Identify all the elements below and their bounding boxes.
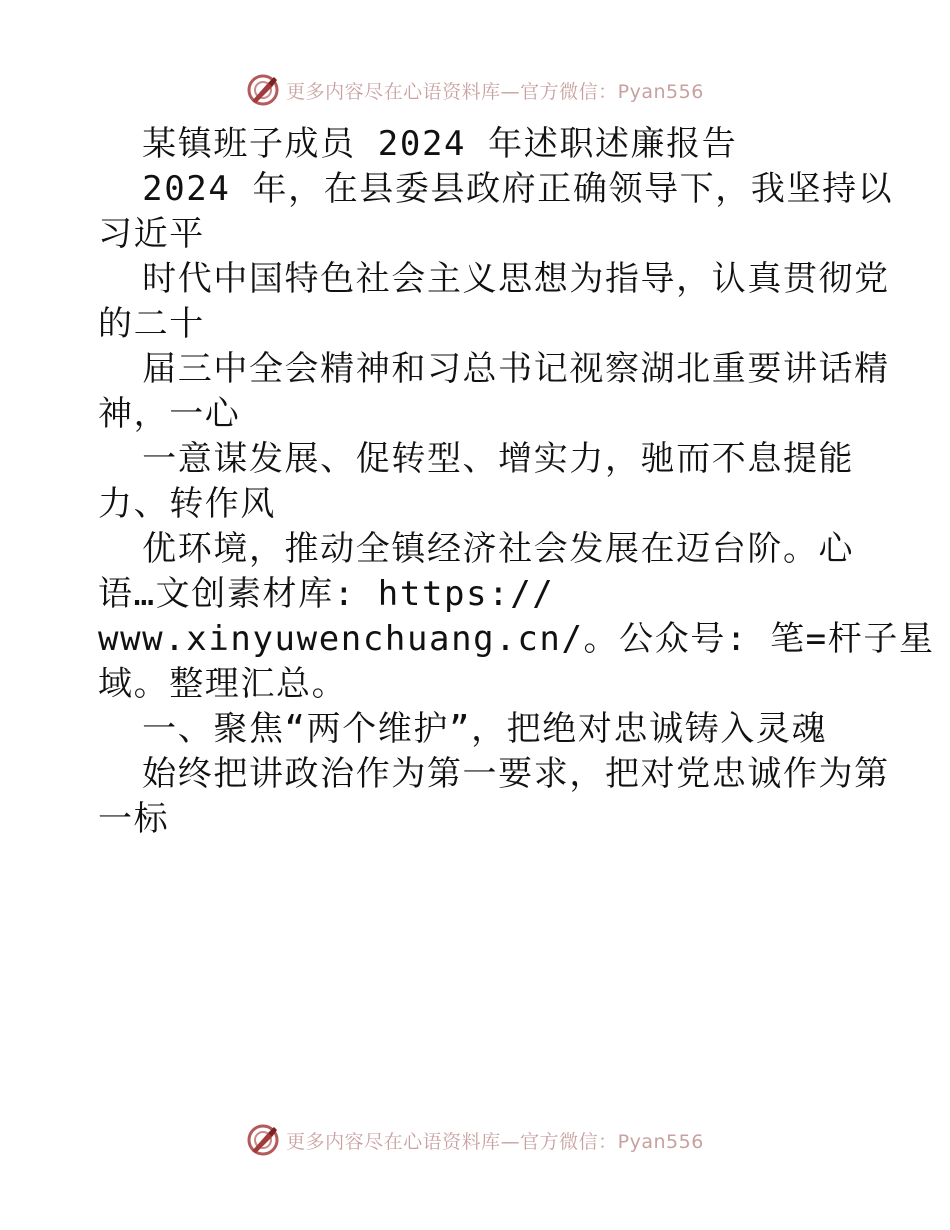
text-line: 2024 年，在县委县政府正确领导下，我坚持以 xyxy=(98,169,894,209)
text-line: 届三中全会精神和习总书记视察湖北重要讲话精 xyxy=(98,349,890,389)
footer-watermark-banner xyxy=(0,1120,950,1160)
pen-logo-icon xyxy=(246,73,280,107)
watermark-text: 更多内容尽在心语资料库—官方微信：Pyan556 xyxy=(286,1130,704,1153)
watermark-text: 更多内容尽在心语资料库—官方微信：Pyan556 xyxy=(286,80,704,103)
document-body xyxy=(98,122,935,842)
text-line: 时代中国特色社会主义思想为指导，认真贯彻党 xyxy=(98,259,890,299)
text-line: 语…文创素材库: https:// xyxy=(98,574,555,614)
text-line: 一意谋发展、促转型、增实力，驰而不息提能 xyxy=(98,439,855,479)
text-line: 力、转作风 xyxy=(98,484,276,524)
section-heading: 一、聚焦“两个维护”，把绝对忠诚铸入灵魂 xyxy=(98,709,828,749)
text-line: 始终把讲政治作为第一要求，把对党忠诚作为第 xyxy=(98,754,890,794)
text-line: 域。整理汇总。 xyxy=(98,664,348,704)
header-watermark-banner xyxy=(0,70,950,110)
text-line: 神，一心 xyxy=(98,394,241,434)
document-title: 某镇班子成员 2024 年述职述廉报告 xyxy=(98,124,738,164)
text-line: 优环境，推动全镇经济社会发展在迈台阶。心 xyxy=(98,529,855,569)
text-line: 的二十 xyxy=(98,304,205,344)
text-line: 习近平 xyxy=(98,214,205,254)
pen-logo-icon xyxy=(246,1123,280,1157)
text-line: www.xinyuwenchuang.cn/。公众号: 笔=杆子星 xyxy=(98,619,935,659)
text-line: 一标 xyxy=(98,799,170,839)
